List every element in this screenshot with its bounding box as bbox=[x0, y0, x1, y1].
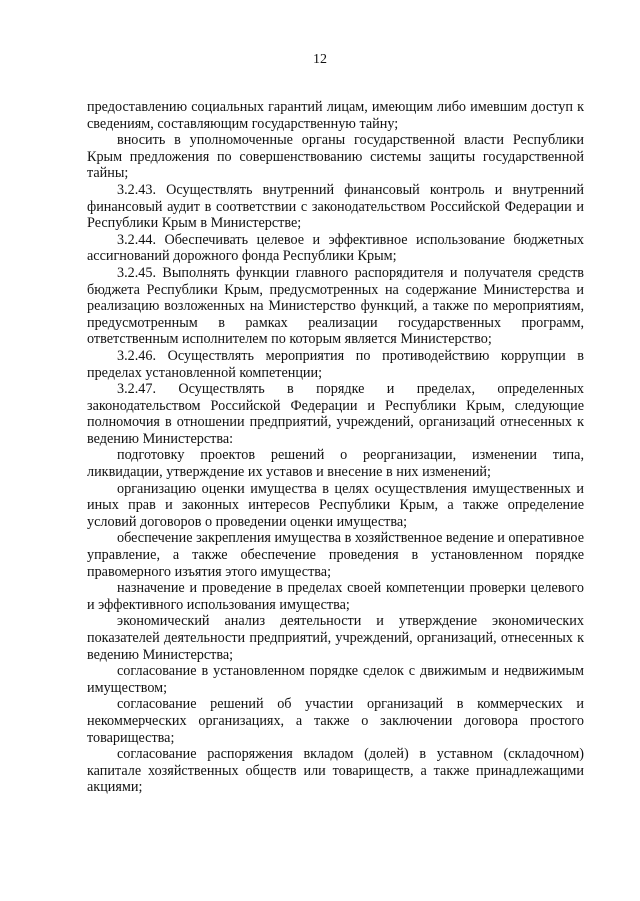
paragraph: вносить в уполномоченные органы государственной власти Республики Крым предложения по совершенствованию системы защиты государственной тайны; bbox=[87, 132, 584, 182]
paragraph: организацию оценки имущества в целях осуществления имущественных и иных прав и законных интересов Республики Крым, а также определение условий договоров о проведении оценки имущества; bbox=[87, 480, 584, 530]
paragraph: экономический анализ деятельности и утверждение экономических показателей деятельности предприятий, учреждений, организаций, отнесенных к ведению Министерства; bbox=[87, 613, 584, 663]
paragraph: 3.2.45. Выполнять функции главного распорядителя и получателя средств бюджета Республики Крым, предусмотренных на содержание Министерства и реализацию возложенных на Министерство функций, а также по мероприятиям, предусмотренным в рамках реализации государственных программ, ответственным исполнителем по которым является Министерство; bbox=[87, 264, 584, 348]
paragraph: согласование решений об участии организаций в коммерческих и некоммерческих организациях, а также о заключении договора простого товарищества; bbox=[87, 696, 584, 746]
page-number: 12 bbox=[313, 52, 327, 67]
paragraph: согласование в установленном порядке сделок с движимым и недвижимым имуществом; bbox=[87, 663, 584, 696]
paragraph: 3.2.46. Осуществлять мероприятия по противодействию коррупции в пределах установленной компетенции; bbox=[87, 347, 584, 381]
paragraph: обеспечение закрепления имущества в хозяйственное ведение и оперативное управление, а также обеспечение проведения в установленном порядке правомерного изъятия этого имущества; bbox=[87, 530, 584, 580]
paragraph: назначение и проведение в пределах своей компетенции проверки целевого и эффективного использования имущества; bbox=[87, 580, 584, 613]
paragraph: предоставлению социальных гарантий лицам, имеющим либо имевшим доступ к сведениям, составляющим государственную тайну; bbox=[87, 99, 584, 132]
paragraph: 3.2.43. Осуществлять внутренний финансовый контроль и внутренний финансовый аудит в соответствии с законодательством Российской Федерации и Республики Крым в Министерстве; bbox=[87, 181, 584, 232]
paragraph: подготовку проектов решений о реорганизации, изменении типа, ликвидации, утверждение их уставов и внесение в них изменений; bbox=[87, 447, 584, 481]
paragraph: 3.2.47. Осуществлять в порядке и пределах, определенных законодательством Российской Федерации и Республики Крым, следующие полномочия в отношении предприятий, учреждений, организаций отнесенных к ведению Министерства: bbox=[87, 381, 584, 447]
paragraph: 3.2.44. Обеспечивать целевое и эффективное использование бюджетных ассигнований дорожного фонда Республики Крым; bbox=[87, 231, 584, 265]
document-body bbox=[87, 99, 584, 796]
paragraph: согласование распоряжения вкладом (долей) в уставном (складочном) капитале хозяйственных обществ или товариществ, а также принадлежащими акциями; bbox=[87, 746, 584, 796]
